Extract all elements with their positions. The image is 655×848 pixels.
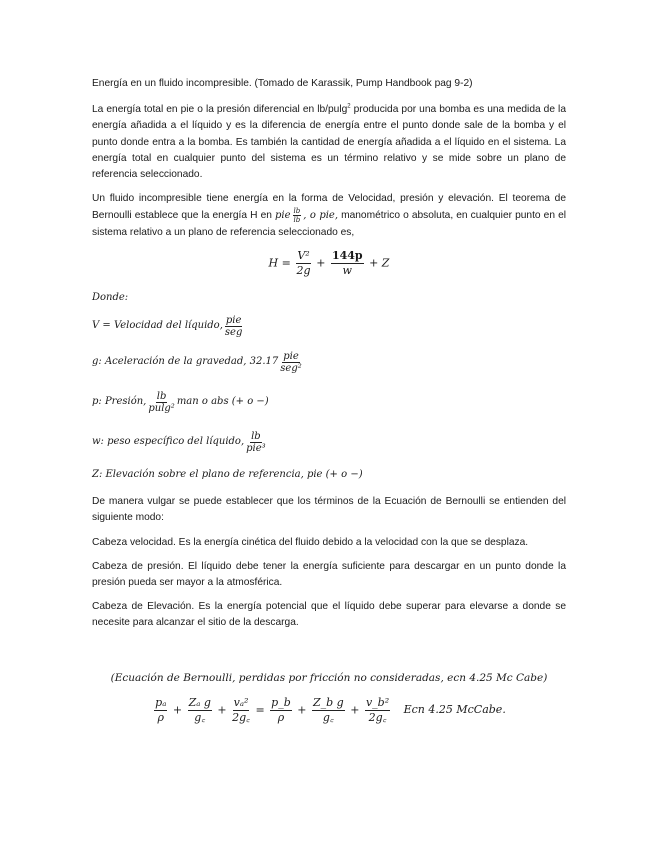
eq2-b2	[312, 696, 345, 725]
eq2-a2-den: g꜀	[194, 710, 206, 724]
eq2-a2	[188, 696, 212, 725]
eq2-b3-den: 2g꜀	[368, 710, 387, 724]
para2-fraction	[293, 207, 302, 224]
eq1-term-pressure	[331, 249, 364, 278]
var-elevation-label: Z: Elevación sobre el plano de referencia, pie (+ o −)	[92, 469, 363, 481]
eq2-b3-num: v_b²	[365, 695, 390, 709]
eq1-plus: +	[316, 256, 326, 270]
var-gravity-unit	[280, 351, 301, 374]
eq2-b2-num: Z_b g	[312, 695, 344, 709]
var-velocity-num: pie	[225, 314, 242, 326]
eq2-b3	[365, 696, 390, 725]
eq1-t1-den: 2g	[296, 264, 311, 278]
var-pressure-num: lb	[156, 390, 167, 402]
var-gravity-den: seg²	[280, 362, 302, 374]
paragraph-cabeza-elevacion: Cabeza de Elevación. Es la energía potencial que el líquido debe superar para elevarse a donde se necesite para alcanzar el sitio de la descarga.	[92, 601, 566, 629]
eq1-t2-den: w	[342, 264, 352, 278]
eq2-b1-den: ρ	[277, 710, 285, 724]
var-pressure	[92, 382, 566, 422]
eq2-a1	[154, 696, 167, 725]
var-specific-weight-num: lb	[251, 430, 261, 442]
var-elevation	[92, 462, 566, 488]
para1-text-b: producida por una bomba es una medida de la energía añadida a el líquido y es la diferencia de energía entre el punto donde sale de la bomba y el punto donde entra a la bomba. Es también la cantidad de energía añadida a el líquido en el sistema. La energía total en cualquier punto del sistema es un término relativo y se mide sobre un plano de referencia seleccionado.	[92, 104, 566, 181]
paragraph-bernoulli-intro	[92, 191, 566, 241]
eq2-a1-num: pₐ	[155, 695, 167, 709]
var-velocity	[92, 310, 566, 342]
var-specific-weight-unit	[246, 431, 266, 454]
var-gravity-num: pie	[283, 350, 299, 362]
eq2-plus-4: +	[350, 703, 360, 717]
para2-unit: pie	[275, 210, 291, 222]
eq1-elevation: + Z	[369, 256, 390, 270]
bernoulli-caption: (Ecuación de Bernoulli, perdidas por fricción no consideradas, ecn 4.25 Mc Cabe)	[110, 671, 548, 684]
para2-text-b: manométrico o absoluta, en cualquier punto en el sistema relativo a un plano de referencia seleccionado es,	[92, 210, 567, 238]
var-pressure-label: p: Presión,	[92, 396, 147, 408]
eq2-b2-den: g꜀	[322, 710, 334, 724]
var-pressure-unit	[148, 391, 174, 414]
eq1-term-velocity	[296, 249, 310, 278]
var-specific-weight-den: pie³	[246, 442, 266, 454]
paragraph-cabeza-velocidad: Cabeza velocidad. Es la energía cinética del fluido debido a la velocidad con la que se desplaza.	[92, 536, 529, 548]
var-gravity-label: g: Aceleración de la gravedad, 32.17	[92, 356, 279, 368]
eq2-a2-num: Zₐ g	[188, 695, 211, 709]
var-specific-weight	[92, 422, 566, 462]
equation-energy	[92, 249, 566, 278]
var-velocity-den: seg	[224, 326, 243, 338]
section-title: Energía en un fluido incompresible. (Tomado de Karassik, Pump Handbook pag 9-2)	[92, 78, 473, 89]
var-velocity-unit	[225, 315, 243, 338]
donde-label: Donde:	[92, 292, 129, 304]
eq2-a1-den: ρ	[157, 710, 164, 724]
var-velocity-label: V = Velocidad del líquido,	[92, 320, 223, 332]
para2-frac-num: lb	[293, 207, 301, 216]
paragraph-energia-total	[92, 102, 566, 183]
eq2-plus-1: +	[172, 703, 183, 717]
eq2-a3	[232, 696, 250, 725]
var-specific-weight-label: w: peso específico del líquido,	[92, 436, 245, 448]
para2-text-a: Un fluido incompresible tiene energía en la forma de Velocidad, presión y elevación. El teorema de Bernoulli establece que la energía H en	[92, 193, 566, 222]
eq2-plus-3: +	[297, 703, 307, 717]
paragraph-vulgar: De manera vulgar se puede establecer que los términos de la Ecuación de Bernoulli se entienden del siguiente modo:	[92, 496, 566, 524]
eq1-lhs: H =	[268, 256, 291, 270]
para1-superscript: 2	[347, 103, 351, 110]
eq2-a3-den: 2g꜀	[232, 710, 250, 724]
para1-text-a: La energía total en pie o la presión diferencial en lb/pulg	[92, 104, 348, 116]
equation-bernoulli	[92, 696, 566, 725]
eq1-t2-num: 144p	[331, 249, 363, 263]
para2-frac-den: lb	[293, 216, 301, 225]
para2-mid: , o pie,	[303, 210, 339, 222]
var-pressure-den: pulg²	[148, 402, 175, 414]
eq2-plus-2: +	[217, 703, 227, 717]
var-pressure-tail: man o abs (+ o −)	[176, 396, 269, 408]
document-page	[92, 76, 566, 725]
eq2-b1-num: p_b	[271, 695, 291, 709]
eq2-b1	[270, 696, 292, 725]
eq2-reference: Ecn 4.25 McCabe.	[403, 703, 506, 717]
eq2-equals: =	[255, 703, 265, 717]
paragraph-cabeza-presion: Cabeza de presión. El líquido debe tener la energía suficiente para descargar en un punto donde la presión pueda ser mayor a la atmosférica.	[92, 560, 566, 589]
eq1-t1-num: V²	[297, 249, 310, 263]
eq2-a3-num: vₐ²	[233, 695, 249, 709]
var-gravity	[92, 342, 566, 382]
